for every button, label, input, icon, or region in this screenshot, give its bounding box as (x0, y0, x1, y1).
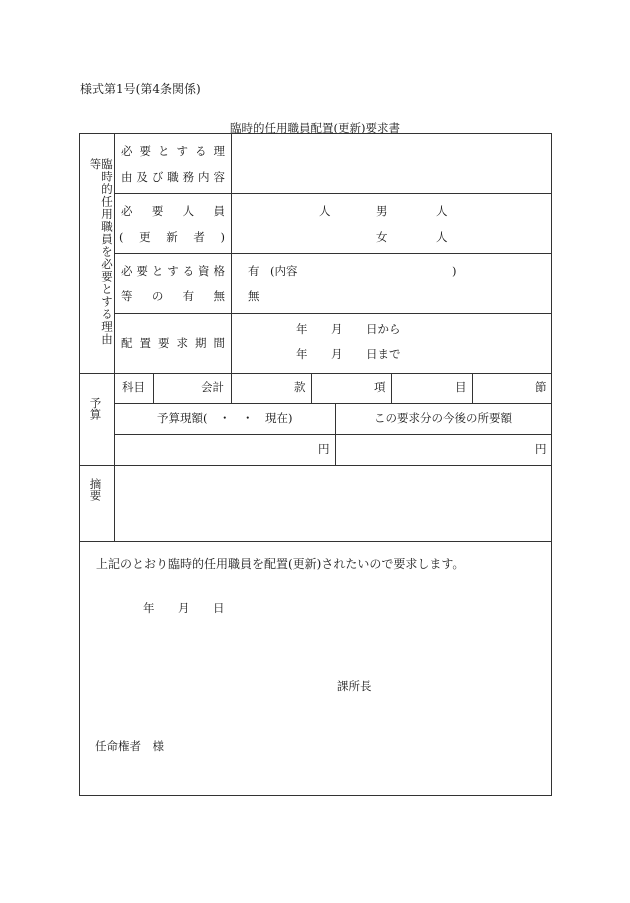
male-count-unit: 人 (436, 204, 448, 218)
summary-side-label: 摘要 (88, 478, 103, 501)
future-amount-label: この要求分の今後の所要額 (374, 411, 512, 425)
request-statement: 上記のとおり臨時的任用職員を配置(更新)されたいので要求します。 (96, 557, 465, 571)
reason-side-label: 臨時的任用職員を必要とする理由等 (88, 158, 114, 346)
qualification-detail-close: ) (452, 264, 457, 278)
budget-col-line (231, 373, 232, 403)
qualification-detail-open: (内容 (270, 264, 298, 278)
period-from-year: 年 (296, 322, 308, 336)
request-date-month: 月 (178, 601, 190, 615)
row-line (114, 193, 552, 194)
row1-label-line1: 必 要 と す る 理 (121, 144, 225, 158)
row1-label-line2: 由 及 び 職 務 内 容 (121, 170, 225, 184)
account-label: 会計 (201, 380, 224, 394)
addressee-label: 任命権者 様 (95, 739, 164, 753)
period-from-day: 日から (366, 322, 401, 336)
current-budget-label: 予算現額( ・ ・ 現在) (157, 411, 293, 425)
budget-col-line (391, 373, 392, 403)
period-from-month: 月 (331, 322, 343, 336)
row-line (114, 403, 552, 404)
row4-label: 配 置 要 求 期 間 (121, 336, 225, 350)
label-column-line (231, 133, 232, 373)
female-label: 女 (376, 230, 388, 244)
row3-label-line1: 必 要 と す る 資 格 (121, 264, 225, 278)
budget-col-line (335, 403, 336, 465)
row-line (114, 313, 552, 314)
kou-label: 項 (374, 380, 386, 394)
section-line (79, 465, 552, 466)
period-to-month: 月 (331, 347, 343, 361)
side-column-line (114, 133, 115, 541)
setsu-label: 節 (535, 380, 547, 394)
row3-label-line2: 等 の 有 無 (121, 289, 225, 303)
request-date-year: 年 (143, 601, 155, 615)
subject-label: 科目 (122, 380, 145, 394)
qualification-yes: 有 (248, 264, 260, 278)
total-count-unit: 人 (319, 204, 331, 218)
qualification-no: 無 (248, 289, 260, 303)
request-date-day: 日 (213, 601, 225, 615)
budget-col-line (472, 373, 473, 403)
budget-col-line (311, 373, 312, 403)
row2-label-line1: 必 要 人 員 (121, 204, 225, 218)
moku-label: 目 (455, 380, 467, 394)
period-to-year: 年 (296, 347, 308, 361)
section-line (79, 541, 552, 542)
yen-right: 円 (535, 442, 547, 456)
male-label: 男 (376, 204, 388, 218)
section-line (79, 373, 552, 374)
budget-col-line (153, 373, 154, 403)
form-number: 様式第1号(第4条関係) (80, 82, 201, 96)
row2-label-line2: ( 更 新 者 ) (119, 230, 225, 244)
row-line (114, 434, 552, 435)
row-line (114, 253, 552, 254)
period-to-day: 日まで (366, 347, 401, 361)
signer-label: 課所長 (337, 679, 372, 693)
female-count-unit: 人 (436, 230, 448, 244)
kan-label: 款 (294, 380, 306, 394)
document-title: 臨時的任用職員配置(更新)要求書 (230, 121, 400, 135)
yen-left: 円 (318, 442, 330, 456)
budget-side-label: 予算 (88, 397, 103, 420)
